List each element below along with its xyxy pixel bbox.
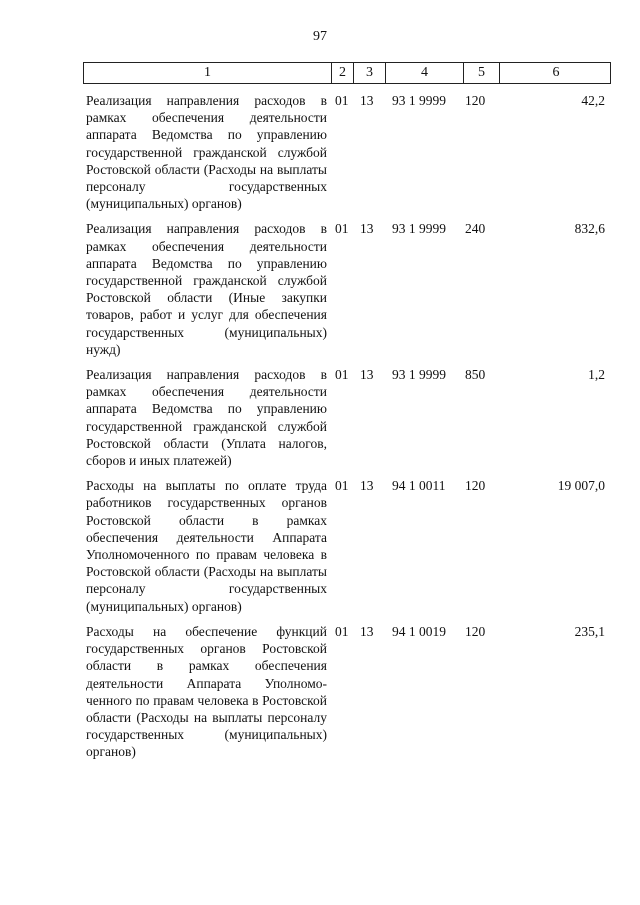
row-section-code: 01 [335, 478, 349, 494]
row-amount: 235,1 [574, 623, 605, 639]
row-description: Реализация направления расходов в рамках обеспечения деятельности аппарата Ведомства по управлению государственной гражданской службой Ростовской области (Уплата налогов, сборов и иных платежей) [86, 367, 327, 469]
row-subsection-code: 13 [360, 93, 374, 108]
row-amount: 42,2 [581, 93, 605, 108]
row-amount: 19 007,0 [557, 478, 605, 494]
header-col-5: 5 [463, 63, 499, 83]
row-section-code: 01 [335, 367, 349, 383]
header-col-6: 6 [499, 63, 612, 83]
row-description: Реализация направления расходов в рамках обеспечения деятельности аппарата Ведомства по управлению государственной гражданской службой Ростовской области (Расходы на выплаты персоналу государственных (муниципальных) органов) [86, 93, 327, 212]
header-col-3: 3 [353, 63, 385, 83]
row-section-code: 01 [335, 93, 349, 108]
header-col-4: 4 [385, 63, 463, 83]
table-row [83, 220, 611, 358]
row-description: Расходы на выплаты по оплате труда работников государственных органов Ростовской области в рамках обеспечения деятельности Аппарата Уполномоченного по правам человека в Ростовской области (Расходы на выплаты персоналу государственных (муниципальных) органов) [86, 478, 327, 614]
table-row [83, 623, 611, 761]
row-subsection-code: 13 [360, 221, 374, 237]
row-expense-type: 240 [465, 221, 486, 237]
header-col-2: 2 [331, 63, 353, 83]
row-subsection-code: 13 [360, 367, 374, 383]
row-target-article: 94 1 0019 [392, 623, 446, 639]
budget-table [83, 62, 611, 761]
header-col-1: 1 [204, 65, 211, 80]
table-row [83, 477, 611, 615]
row-expense-type: 120 [465, 478, 486, 494]
page-number: 97 [313, 29, 327, 44]
row-amount: 832,6 [574, 221, 605, 237]
table-row [83, 366, 611, 469]
row-target-article: 94 1 0011 [392, 478, 446, 494]
table-row [83, 92, 611, 212]
row-description: Расходы на обеспечение функций государственных органов Ростовской области в рамках обеспечения деятельности Аппарата Уполномоченного по правам человека в Ростовской области (Расходы на выплаты персоналу государственных (муниципальных) органов) [86, 623, 327, 760]
table-header [83, 62, 611, 84]
row-target-article: 93 1 9999 [392, 93, 446, 108]
row-section-code: 01 [335, 221, 349, 237]
row-expense-type: 850 [465, 367, 486, 383]
row-target-article: 93 1 9999 [392, 367, 446, 383]
row-section-code: 01 [335, 623, 349, 639]
row-subsection-code: 13 [360, 478, 374, 494]
row-expense-type: 120 [465, 623, 486, 639]
row-description: Реализация направления расходов в рамках обеспечения деятельности аппарата Ведомства по управлению государственной гражданской службой Ростовской области (Иные закупки товаров, работ и услуг для обеспечения государственных (муниципальных) нужд) [86, 221, 327, 357]
row-subsection-code: 13 [360, 623, 374, 639]
row-expense-type: 120 [465, 93, 486, 108]
row-amount: 1,2 [588, 367, 605, 383]
row-target-article: 93 1 9999 [392, 221, 446, 237]
